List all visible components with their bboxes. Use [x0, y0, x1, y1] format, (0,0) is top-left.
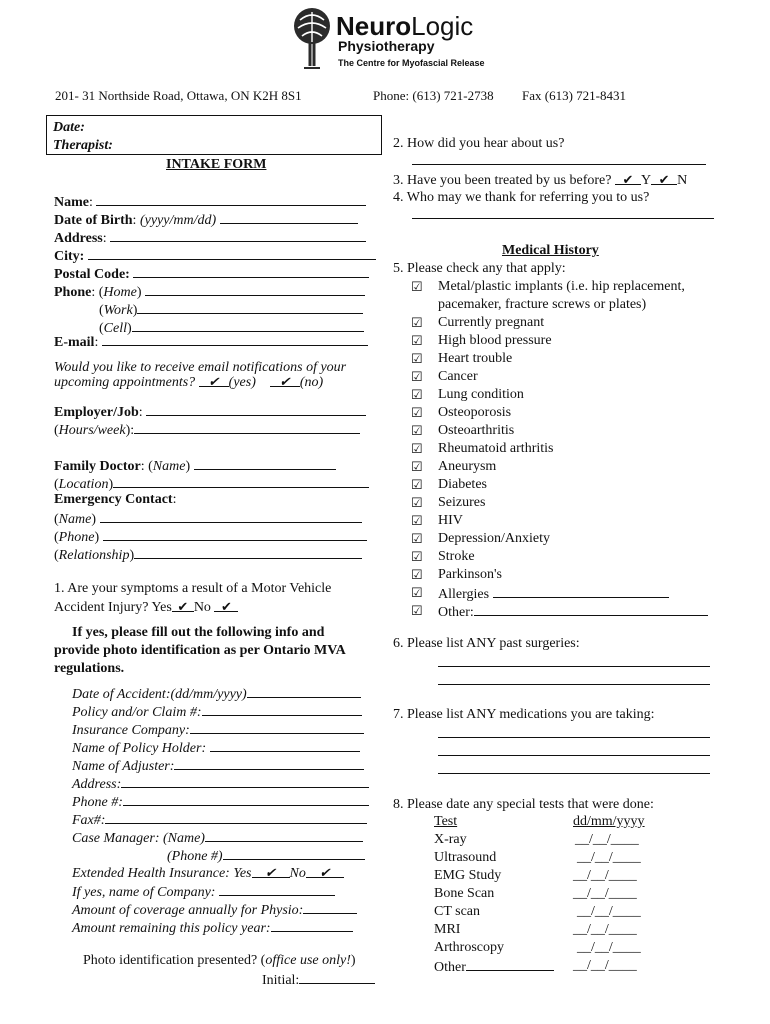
- emergency-phone-field[interactable]: (Phone): [54, 527, 367, 546]
- brand-logic: Logic: [411, 11, 474, 41]
- mva-field-policy-claim[interactable]: Policy and/or Claim #:: [72, 702, 362, 721]
- postal-code-field[interactable]: Postal Code:: [54, 264, 369, 283]
- checkbox-icon[interactable]: ☑: [411, 585, 423, 600]
- checkbox-icon[interactable]: ☑: [411, 531, 423, 546]
- checkbox-icon[interactable]: ☑: [411, 351, 423, 366]
- mva-field-fax[interactable]: Fax#:: [72, 810, 367, 829]
- hours-field[interactable]: (Hours/week):: [54, 420, 360, 439]
- test-mri: MRI: [434, 922, 461, 937]
- checkbox-icon[interactable]: ☑: [411, 495, 423, 510]
- mva-question-line1: 1. Are your symptoms a result of a Motor Vehicle: [54, 581, 332, 596]
- checkbox-icon[interactable]: ☑: [411, 315, 423, 330]
- city-field[interactable]: City:: [54, 246, 376, 265]
- logo-tagline: The Centre for Myofascial Release: [338, 58, 485, 68]
- checkbox-icon[interactable]: ☑: [411, 405, 423, 420]
- test-xray-date[interactable]: __/__/____: [575, 832, 639, 847]
- medical-history-title: Medical History: [502, 243, 599, 258]
- email-question-line2[interactable]: upcoming appointments? ✔ (yes) ✔ (no): [54, 374, 324, 390]
- mva-field-coverage-annually[interactable]: Amount of coverage annually for Physio:: [72, 900, 357, 919]
- address-field[interactable]: Address:: [54, 228, 366, 247]
- clinic-fax: Fax (613) 721-8431: [522, 88, 626, 103]
- test-arthroscopy: Arthroscopy: [434, 940, 504, 955]
- question-6-answer-line-1[interactable]: [438, 666, 710, 667]
- therapist-label: Therapist:: [53, 138, 113, 153]
- clinic-address: 201- 31 Northside Road, Ottawa, ON K2H 8S1: [55, 88, 302, 103]
- test-mri-date[interactable]: __/__/____: [573, 922, 637, 937]
- test-bone-scan-date[interactable]: __/__/____: [573, 886, 637, 901]
- test-xray: X-ray: [434, 832, 467, 847]
- family-doctor-name-field[interactable]: Family Doctor: (Name): [54, 456, 336, 475]
- checkbox-icon[interactable]: ☑: [411, 441, 423, 456]
- tests-header-test: Test: [434, 814, 458, 829]
- mva-note-line1: If yes, please fill out the following info and: [72, 625, 325, 640]
- question-6: 6. Please list ANY past surgeries:: [393, 636, 580, 651]
- clinic-phone: Phone: (613) 721-2738: [373, 88, 494, 103]
- checkbox-icon[interactable]: ☑: [411, 603, 423, 618]
- checkbox-icon[interactable]: ☑: [411, 567, 423, 582]
- test-ct: CT scan: [434, 904, 481, 919]
- family-doctor-location-field[interactable]: (Location): [54, 474, 369, 493]
- phone-cell-field[interactable]: (Cell): [99, 318, 364, 337]
- question-5: 5. Please check any that apply:: [393, 261, 566, 276]
- tests-header-date: dd/mm/yyyy: [573, 814, 645, 829]
- test-arthroscopy-date[interactable]: __/__/____: [577, 940, 641, 955]
- mva-field-case-manager-name[interactable]: Case Manager: (Name): [72, 828, 363, 847]
- checkbox-icon[interactable]: ☑: [411, 459, 423, 474]
- mva-field-case-manager-phone[interactable]: (Phone #): [167, 846, 365, 865]
- question-7-answer-line-2[interactable]: [438, 755, 710, 756]
- mva-note-line2: provide photo identification as per Ontario MVA: [54, 643, 346, 658]
- logo-subtitle: Physiotherapy: [338, 38, 435, 54]
- phone-home-field[interactable]: Phone: (Home): [54, 282, 365, 301]
- checkbox-icon[interactable]: ☑: [411, 423, 423, 438]
- checkbox-icon[interactable]: ☑: [411, 369, 423, 384]
- mva-field-amount-remaining[interactable]: Amount remaining this policy year:: [72, 918, 353, 937]
- email-field[interactable]: E-mail:: [54, 332, 368, 351]
- mva-field-phone[interactable]: Phone #:: [72, 792, 369, 811]
- question-4-answer-line[interactable]: [412, 218, 714, 219]
- mva-field-address[interactable]: Address:: [72, 774, 369, 793]
- test-other-date[interactable]: __/__/____: [573, 958, 637, 973]
- emergency-relationship-field[interactable]: (Relationship): [54, 545, 362, 564]
- question-8: 8. Please date any special tests that were done:: [393, 797, 654, 812]
- emergency-name-field[interactable]: (Name): [54, 509, 362, 528]
- mva-field-company-name[interactable]: If yes, name of Company:: [72, 882, 335, 901]
- mva-note-line3: regulations.: [54, 661, 125, 676]
- checkbox-icon[interactable]: ☑: [411, 333, 423, 348]
- phone-work-field[interactable]: (Work): [99, 300, 363, 319]
- tree-icon: [290, 6, 334, 72]
- mva-field-date-of-accident[interactable]: Date of Accident:(dd/mm/yyyy): [72, 684, 361, 703]
- logo: [290, 6, 490, 72]
- mva-field-extended-health[interactable]: Extended Health Insurance: Yes ✔ No ✔: [72, 864, 344, 882]
- date-label: Date:: [53, 120, 85, 135]
- email-question-line1: Would you like to receive email notifications of your: [54, 360, 347, 375]
- checkbox-icon[interactable]: ☑: [411, 477, 423, 492]
- initial-field[interactable]: Initial:: [262, 970, 375, 989]
- question-2: 2. How did you hear about us?: [393, 136, 565, 151]
- name-field[interactable]: Name:: [54, 192, 366, 211]
- test-emg-date[interactable]: __/__/____: [573, 868, 637, 883]
- mva-field-insurance-company[interactable]: Insurance Company:: [72, 720, 364, 739]
- photo-id-line: Photo identification presented? (office use only!): [83, 953, 356, 968]
- mva-question-line2[interactable]: Accident Injury? Yes ✔ No ✔: [54, 598, 238, 616]
- test-ultrasound: Ultrasound: [434, 850, 497, 865]
- test-other[interactable]: Other: [434, 957, 554, 976]
- checkbox-icon[interactable]: ☑: [411, 387, 423, 402]
- checkbox-icon[interactable]: ☑: [411, 279, 423, 294]
- checkbox-icon[interactable]: ☑: [411, 513, 423, 528]
- form-title: INTAKE FORM: [166, 157, 267, 172]
- test-emg: EMG Study: [434, 868, 502, 883]
- question-7-answer-line-1[interactable]: [438, 737, 710, 738]
- brand-neuro: Neuro: [336, 11, 412, 41]
- checkbox-icon[interactable]: ☑: [411, 549, 423, 564]
- test-bone-scan: Bone Scan: [434, 886, 495, 901]
- test-ct-date[interactable]: __/__/____: [577, 904, 641, 919]
- emergency-contact-heading: Emergency Contact:: [54, 492, 177, 507]
- question-2-answer-line[interactable]: [412, 164, 706, 165]
- question-7: 7. Please list ANY medications you are taking:: [393, 707, 655, 722]
- test-ultrasound-date[interactable]: __/__/____: [577, 850, 641, 865]
- question-7-answer-line-3[interactable]: [438, 773, 710, 774]
- employer-field[interactable]: Employer/Job:: [54, 402, 366, 421]
- question-6-answer-line-2[interactable]: [438, 684, 710, 685]
- question-3[interactable]: 3. Have you been treated by us before? ✔ Y ✔ N: [393, 172, 688, 188]
- mva-field-adjuster[interactable]: Name of Adjuster:: [72, 756, 364, 775]
- question-4: 4. Who may we thank for referring you to us?: [393, 190, 650, 205]
- mva-field-policy-holder[interactable]: Name of Policy Holder:: [72, 738, 360, 757]
- dob-field[interactable]: Date of Birth: (yyyy/mm/dd): [54, 210, 358, 229]
